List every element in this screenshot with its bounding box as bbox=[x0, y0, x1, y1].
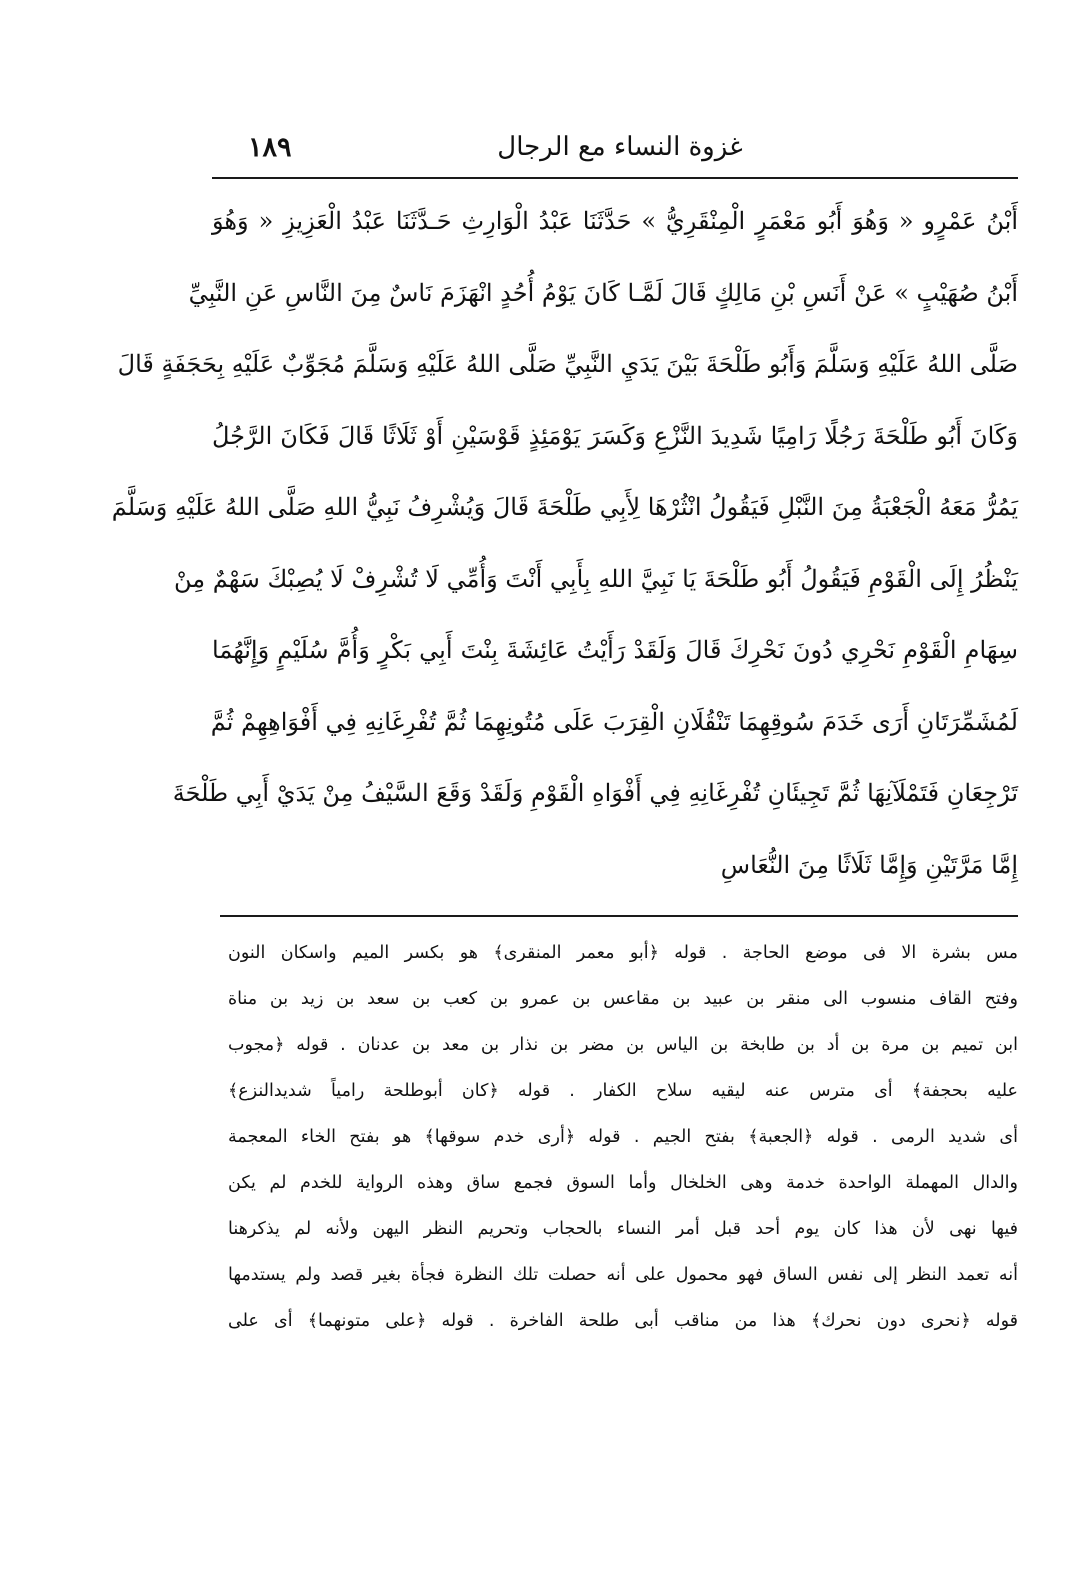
commentary-line: والدال المهملة الواحدة خدمة وهى الخلخال وأما السوق فجمع ساق وهذه الرواية للخدم لم يكن bbox=[228, 1173, 1018, 1193]
main-text-line: يَمُرُّ مَعَهُ الْجَعْبَةُ مِنَ النَّبْلِ فَيَقُولُ انْثُرْهَا لِأَبِي طَلْحَةَ قَالَ وَيُشْرِفُ نَبِيُّ اللهِ صَلَّى اللهُ عَلَيْهِ وَسَلَّمَ bbox=[111, 493, 1018, 521]
main-text-line: أَبْنُ صُهَيْبٍ » عَنْ أَنَسِ بْنِ مَالِكٍ قَالَ لَمَّـا كَانَ يَوْمُ أُحُدٍ انْهَزَمَ نَاسٌ مِنَ النَّاسِ عَنِ النَّبِيِّ bbox=[188, 278, 1018, 307]
main-text-line: أَبْنُ عَمْرٍو « وَهُوَ أَبُو مَعْمَرٍ الْمِنْقَرِيُّ » حَدَّثَنَا عَبْدُ الْوَارِثِ حَـدَّثَنَا عَبْدُ الْعَزِيزِ « وَهُوَ bbox=[212, 207, 1018, 235]
main-text-line: يَنْظُرُ إِلَى الْقَوْمِ فَيَقُولُ أَبُو طَلْحَةَ يَا نَبِيَّ اللهِ بِأَبِي أَنْتَ وَأُمِّي لَا تُشْرِفْ لَا يُصِبْكَ سَهْمٌ مِنْ bbox=[174, 564, 1018, 593]
footnote-divider bbox=[220, 915, 1018, 917]
commentary-line: وفتح القاف منسوب الى منقر بن عبيد بن مقاعس بن عمرو بن كعب بن سعد بن زيد بن مناة bbox=[228, 989, 1018, 1009]
main-text-line: سِهَامِ الْقَوْمِ نَحْرِي دُونَ نَحْرِكَ قَالَ وَلَقَدْ رَأَيْتُ عَائِشَةَ بِنْتَ أَبِي بَكْرٍ وَأُمَّ سُلَيْمٍ وَإِنَّهُمَا bbox=[212, 636, 1018, 664]
commentary-line: عليه بحجفة﴾ أى مترس عنه ليقيه سلاح الكفار . قوله ﴿كان أبوطلحة رامياً شديدالنزع﴾ bbox=[228, 1081, 1018, 1101]
page-title: غزوة النساء مع الرجال bbox=[497, 132, 743, 162]
main-text-line: لَمُشَمِّرَتَانِ أَرَى خَدَمَ سُوقِهِمَا تَنْقُلَانِ الْقِرَبَ عَلَى مُتُونِهِمَا ثُمَّ تُفْرِغَانِهِ فِي أَفْوَاهِهِمْ ثُمَّ bbox=[210, 707, 1018, 736]
commentary-line: أى شديد الرمى . قوله ﴿الجعبة﴾ بفتح الجيم . قوله ﴿أرى خدم سوقها﴾ هو بفتح الخاء المعجمة bbox=[228, 1127, 1018, 1147]
main-text-line: إِمَّا مَرَّتَيْنِ وَإِمَّا ثَلَاثًا مِنَ النُّعَاسِ bbox=[720, 850, 1018, 879]
commentary-line: فيها نهى لأن هذا كان يوم أحد قبل أمر النساء بالحجاب وتحريم النظر اليهن ولأنه لم يذكرهنا bbox=[228, 1219, 1018, 1239]
main-text-line: وَكَانَ أَبُو طَلْحَةَ رَجُلًا رَامِيًا شَدِيدَ النَّزْعِ وَكَسَرَ يَوْمَئِذٍ قَوْسَيْنِ أَوْ ثَلَاثًا قَالَ فَكَانَ الرَّجُلُ bbox=[212, 421, 1018, 450]
commentary-line: مس بشرة الا فى موضع الحاجة . قوله ﴿أبو معمر المنقرى﴾ هو بكسر الميم واسكان النون bbox=[228, 943, 1018, 963]
commentary-block bbox=[228, 930, 1018, 1344]
commentary-line: قوله ﴿نحرى دون نحرك﴾ هذا من مناقب أبى طلحة الفاخرة . قوله ﴿على متونهما﴾ أى على bbox=[228, 1311, 1018, 1331]
page-number: ١٨٩ bbox=[248, 132, 292, 163]
main-text-line: صَلَّى اللهُ عَلَيْهِ وَسَلَّمَ وَأَبُو طَلْحَةَ بَيْنَ يَدَيِ النَّبِيِّ صَلَّى اللهُ عَلَيْهِ وَسَلَّمَ مُجَوِّبٌ عَلَيْهِ بِحَجَفَةٍ قَالَ bbox=[117, 350, 1018, 378]
main-text-line: تَرْجِعَانِ فَتَمْلَآنِهَا ثُمَّ تَجِيئَانِ تُفْرِغَانِهِ فِي أَفْوَاهِ الْقَوْمِ وَلَقَدْ وَقَعَ السَّيْفُ مِنْ يَدَيْ أَبِي طَلْحَةَ bbox=[172, 779, 1018, 807]
header-divider bbox=[212, 177, 1018, 179]
main-text-block bbox=[111, 186, 1018, 901]
commentary-line: أنه تعمد النظر إلى نفس الساق فهو محمول على أنه حصلت تلك النظرة فجأة بغير قصد ولم يستدمها bbox=[228, 1265, 1018, 1285]
page-header bbox=[222, 126, 1018, 174]
commentary-line: ابن تميم بن مرة بن أد بن طابخة بن الياس بن مضر بن نذار بن معد بن عدنان . قوله ﴿مجوب bbox=[228, 1035, 1018, 1055]
